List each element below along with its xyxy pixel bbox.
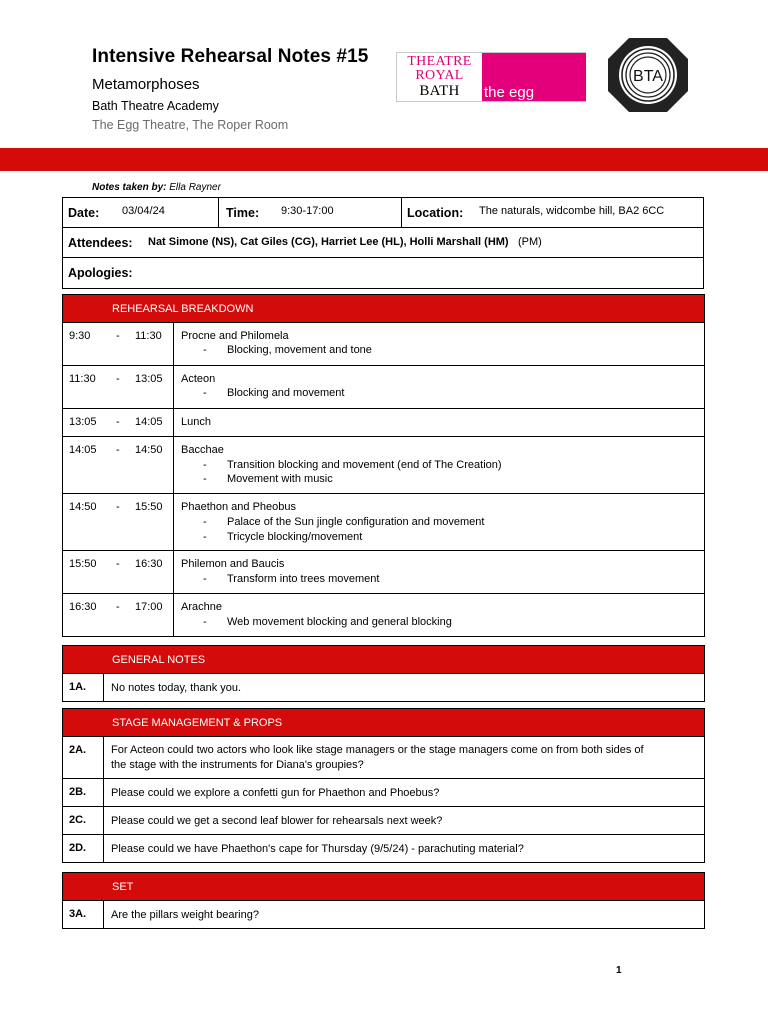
schedule-start: 11:30: [69, 373, 96, 385]
note-text: No notes today, thank you.: [111, 682, 242, 694]
bta-logo: [607, 37, 689, 113]
schedule-end: 14:05: [135, 416, 163, 428]
schedule-row: [63, 493, 704, 550]
schedule-subitem: - Transform into trees movement: [203, 573, 380, 585]
schedule-dash: -: [116, 330, 120, 342]
apologies-label: Apologies:: [68, 266, 133, 280]
organisation-name: Bath Theatre Academy: [92, 99, 219, 113]
schedule-end: 13:05: [135, 373, 163, 385]
notes-taken-by-label: Notes taken by:: [92, 182, 167, 193]
schedule-row: [63, 365, 704, 408]
schedule-activity: Acteon: [181, 373, 216, 385]
rehearsal-breakdown-heading: REHEARSAL BREAKDOWN: [63, 294, 704, 322]
date-value: 03/04/24: [122, 205, 165, 217]
schedule-dash: -: [116, 444, 120, 456]
date-label: Date:: [68, 206, 100, 220]
schedule-subitem: - Blocking and movement: [203, 387, 345, 399]
info-row-apologies: [63, 258, 703, 288]
note-row: [63, 900, 704, 928]
schedule-start: 16:30: [69, 601, 97, 613]
logo-text-royal: ROYAL: [415, 68, 464, 83]
info-row-attendees: [63, 228, 703, 258]
schedule-subitem: - Movement with music: [203, 473, 333, 485]
schedule-start: 9:30: [69, 330, 91, 342]
schedule-row: [63, 322, 704, 365]
stage-management-heading: STAGE MANAGEMENT & PROPS: [63, 708, 704, 736]
schedule-dash: -: [116, 601, 120, 613]
note-row: [63, 834, 704, 862]
schedule-dash: -: [116, 373, 120, 385]
schedule-activity: Procne and Philomela: [181, 330, 289, 342]
note-text: Please could we get a second leaf blower for rehearsals next week?: [111, 815, 443, 827]
meeting-info-table: [62, 197, 704, 289]
schedule-row: [63, 550, 704, 593]
rehearsal-breakdown-table: [62, 294, 705, 637]
schedule-subitem: - Blocking, movement and tone: [203, 344, 372, 356]
schedule-start: 15:50: [69, 558, 97, 570]
note-number: 2A.: [63, 737, 104, 778]
note-number: 2B.: [63, 779, 104, 806]
schedule-dash: -: [116, 501, 120, 513]
time-label: Time:: [226, 206, 260, 220]
logo-text-theatre: THEATRE: [407, 54, 472, 69]
schedule-end: 14:50: [135, 444, 163, 456]
schedule-subitem: - Tricycle blocking/movement: [203, 531, 363, 543]
schedule-activity: Phaethon and Pheobus: [181, 501, 296, 513]
schedule-start: 14:50: [69, 501, 97, 513]
header-divider-band: [0, 148, 768, 171]
theatre-royal-bath-logo: [396, 52, 586, 102]
page-number: 1: [616, 965, 622, 976]
schedule-subitem: - Web movement blocking and general blocking: [203, 616, 452, 628]
general-notes-table: [62, 645, 705, 702]
schedule-subitem: - Palace of the Sun jingle configuration and movement: [203, 516, 485, 528]
attendees-label: Attendees:: [68, 236, 133, 250]
note-number: 2D.: [63, 835, 104, 862]
schedule-row: [63, 436, 704, 493]
bta-logo-text: BTA: [633, 68, 663, 85]
attendees-value: Nat Simone (NS), Cat Giles (CG), Harriet Lee (HL), Holli Marshall (HM): [148, 236, 509, 248]
production-name: Metamorphoses: [92, 76, 200, 93]
schedule-end: 15:50: [135, 501, 163, 513]
note-row: [63, 673, 704, 701]
set-heading: SET: [63, 872, 704, 900]
note-number: 2C.: [63, 807, 104, 834]
schedule-subitem: - Transition blocking and movement (end of The Creation): [203, 459, 502, 471]
venue-name: The Egg Theatre, The Roper Room: [92, 118, 289, 132]
note-text: For Acteon could two actors who look like stage managers or the stage managers come on from both sides of the stage with the instruments for Diana's groupies?: [111, 744, 644, 771]
info-row-date-time-location: [63, 198, 703, 228]
note-text: Are the pillars weight bearing?: [111, 909, 259, 921]
location-value: The naturals, widcombe hill, BA2 6CC: [479, 205, 665, 217]
set-table: [62, 872, 705, 929]
schedule-row: [63, 408, 704, 436]
schedule-end: 11:30: [135, 330, 162, 342]
attendees-extra: (PM): [518, 236, 542, 248]
schedule-activity: Philemon and Baucis: [181, 558, 285, 570]
general-notes-heading: GENERAL NOTES: [63, 645, 704, 673]
schedule-end: 16:30: [135, 558, 163, 570]
time-value: 9:30-17:00: [281, 205, 334, 217]
schedule-activity: Bacchae: [181, 444, 224, 456]
stage-management-table: [62, 708, 705, 863]
schedule-dash: -: [116, 558, 120, 570]
note-text: Please could we explore a confetti gun for Phaethon and Phoebus?: [111, 787, 440, 799]
note-row: [63, 778, 704, 806]
note-text: Please could we have Phaethon's cape for Thursday (9/5/24) - parachuting material?: [111, 843, 524, 855]
schedule-activity: Lunch: [181, 416, 211, 428]
location-label: Location:: [407, 206, 464, 220]
notes-taken-by: [92, 182, 221, 193]
note-row: [63, 736, 704, 778]
note-number: 1A.: [63, 674, 104, 701]
note-row: [63, 806, 704, 834]
document-title: Intensive Rehearsal Notes #15: [92, 46, 369, 67]
schedule-start: 13:05: [69, 416, 97, 428]
schedule-end: 17:00: [135, 601, 163, 613]
notes-taken-by-name: Ella Rayner: [169, 182, 221, 193]
note-number: 3A.: [63, 901, 104, 928]
schedule-row: [63, 593, 704, 636]
logo-text-bath: BATH: [419, 83, 460, 99]
schedule-dash: -: [116, 416, 120, 428]
logo-text-the-egg: the egg: [484, 84, 535, 101]
schedule-activity: Arachne: [181, 601, 222, 613]
schedule-start: 14:05: [69, 444, 97, 456]
